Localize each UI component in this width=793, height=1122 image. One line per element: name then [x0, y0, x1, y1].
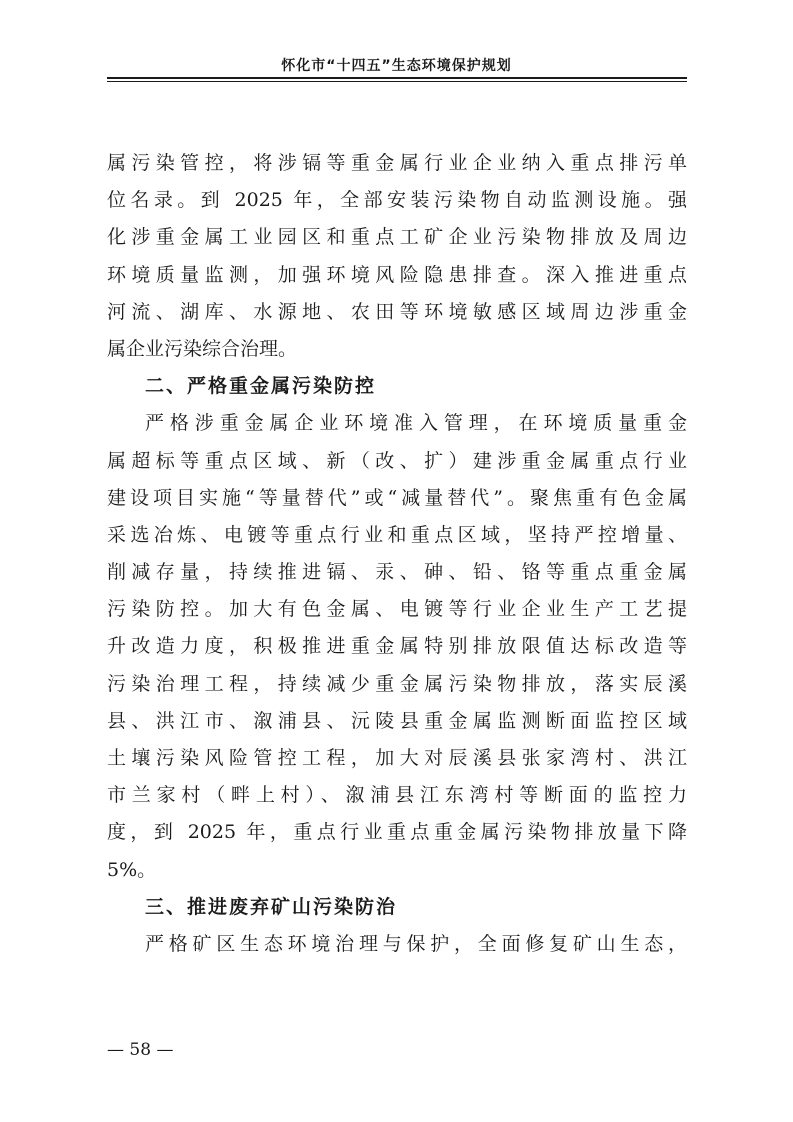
text-line: 土壤污染风险管控工程，加大对辰溪县张家湾村、洪江	[107, 747, 687, 769]
running-header: 怀化市“十四五”生态环境保护规划	[281, 58, 512, 74]
text-line: 县、洪江市、溆浦县、沅陵县重金属监测断面监控区域	[107, 709, 687, 732]
text-line: 升改造力度，积极推进重金属特别排放限值达标改造等	[107, 635, 687, 658]
text-line: 污染治理工程，持续减少重金属污染物排放，落实辰溪	[107, 672, 687, 695]
text-line: 属污染管控，将涉镉等重金属行业企业纳入重点排污单	[107, 152, 687, 174]
text-line: 位名录。到 2025 年，全部安装污染物自动监测设施。强	[107, 189, 687, 212]
text-line: 化涉重金属工业园区和重点工矿企业污染物排放及周边	[107, 226, 687, 249]
header-rule-thin	[107, 81, 687, 82]
text-line: 采选冶炼、电镀等重点行业和重点区域，坚持严控增量、	[107, 523, 687, 546]
text-line: 污染防控。加大有色金属、电镀等行业企业生产工艺提	[107, 598, 687, 621]
body-text	[107, 145, 687, 963]
text-line: 严格涉重金属企业环境准入管理，在环境质量重金	[145, 412, 687, 435]
text-line: 削减存量，持续推进镉、汞、砷、铅、铬等重点重金属	[107, 561, 687, 584]
text-line: 属企业污染综合治理。	[107, 337, 298, 360]
text-line: 河流、湖库、水源地、农田等环境敏感区域周边涉重金	[107, 300, 687, 323]
section-heading: 三、推进废弃矿山污染防治	[145, 895, 398, 918]
text-line: 严格矿区生态环境治理与保护，全面修复矿山生态，	[145, 932, 687, 955]
section-heading: 二、严格重金属污染防控	[145, 375, 377, 398]
text-line: 环境质量监测，加强环境风险隐患排查。深入推进重点	[107, 263, 687, 286]
text-line: 属超标等重点区域、新（改、扩）建涉重金属重点行业	[107, 449, 687, 472]
text-line: 5%。	[107, 858, 157, 881]
text-line: 建设项目实施“等量替代”或“减量替代”。聚焦重有色金属	[107, 486, 687, 509]
text-line: 度，到 2025 年，重点行业重点重金属污染物排放量下降	[107, 821, 687, 844]
page-number: — 58 —	[107, 1040, 174, 1060]
header-rule	[107, 77, 687, 79]
text-line: 市兰家村（畔上村）、溆浦县江东湾村等断面的监控力	[107, 784, 687, 807]
